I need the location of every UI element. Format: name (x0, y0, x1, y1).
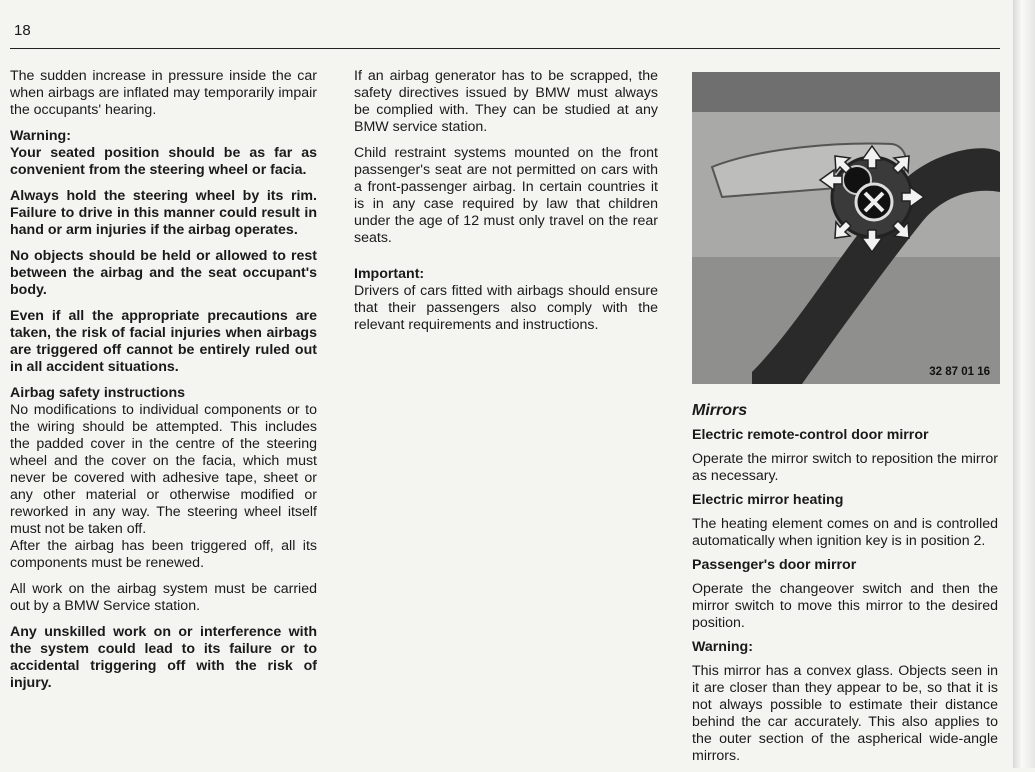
passenger-mirror-heading: Passenger's door mirror (692, 557, 857, 573)
page-edge (1013, 0, 1035, 768)
mirror-warning-heading: Warning: (692, 639, 753, 655)
safety-renew-paragraph: After the airbag has been triggered off, all its components must be renewed. (10, 538, 317, 571)
warning-hold-rim: Always hold the steering wheel by its rim. Failure to drive in this manner could result in hand or arm injuries if the airbag operates. (10, 188, 317, 238)
mirror-switch-illustration (692, 72, 1000, 384)
warning-seated-position: Your seated position should be as far as convenient from the steering wheel or facia. (10, 145, 317, 178)
safety-modifications-paragraph: No modifications to individual components or to the wiring should be attempted. This includes the padded cover in the centre of the steering wheel and the cover on the facia, which must never be covered with adhesive tape, sheet or any other material or otherwise modified or reworked in any way. The steering wheel itself must not be taken off. (10, 402, 317, 537)
pressure-paragraph: The sudden increase in pressure inside the car when airbags are inflated may temporarily impair the occupants' hearing. (10, 68, 317, 118)
scrapping-paragraph: If an airbag generator has to be scrapped, the safety directives issued by BMW must always be complied with. They can be studied at any BMW service station. (354, 68, 658, 135)
column-left (10, 68, 317, 701)
header-rule (10, 48, 1000, 49)
remote-mirror-heading: Electric remote-control door mirror (692, 427, 929, 443)
remote-mirror-text: Operate the mirror switch to reposition the mirror as necessary. (692, 451, 998, 484)
warning-heading: Warning: (10, 128, 71, 144)
child-restraint-paragraph: Child restraint systems mounted on the front passenger's seat are not permitted on cars with a front-passenger airbag. In certain countries it is in any case required by law that children under the age of 12 must only travel on the rear seats. (354, 145, 658, 246)
passengers-paragraph: Drivers of cars fitted with airbags should ensure that their passengers also comply with the relevant requirements and instructions. (354, 283, 658, 333)
column-right (692, 400, 998, 772)
warning-no-objects: No objects should be held or allowed to rest between the airbag and the seat occupant's body. (10, 248, 317, 298)
mirrors-section-title: Mirrors (692, 402, 748, 419)
photo-reference-number: 32 87 01 16 (929, 366, 990, 378)
important-heading: Important: (354, 266, 425, 282)
mirror-heating-heading: Electric mirror heating (692, 492, 844, 508)
safety-unskilled-warning: Any unskilled work on or interference with the system could lead to its failure or to accidental triggering off with the risk of injury. (10, 624, 317, 691)
warning-facial-injuries: Even if all the appropriate precautions are taken, the risk of facial injuries when airbags are triggered off cannot be entirely ruled out in all accident situations. (10, 308, 317, 375)
column-middle (354, 68, 658, 343)
passenger-mirror-text: Operate the changeover switch and then the mirror switch to move this mirror to the desired position. (692, 581, 998, 631)
mirror-warning-text: This mirror has a convex glass. Objects seen in it are closer than they appear to be, so that it is not always possible to estimate their distance behind the car accurately. This also applies to the outer section of the aspherical wide-angle mirrors. (692, 663, 998, 764)
mirror-heating-text: The heating element comes on and is controlled automatically when ignition key is in position 2. (692, 516, 998, 549)
safety-instructions-heading: Airbag safety instructions (10, 385, 186, 401)
mirror-switch-photo (692, 72, 1000, 384)
page-number: 18 (14, 22, 31, 39)
safety-service-paragraph: All work on the airbag system must be carried out by a BMW Service station. (10, 581, 317, 614)
